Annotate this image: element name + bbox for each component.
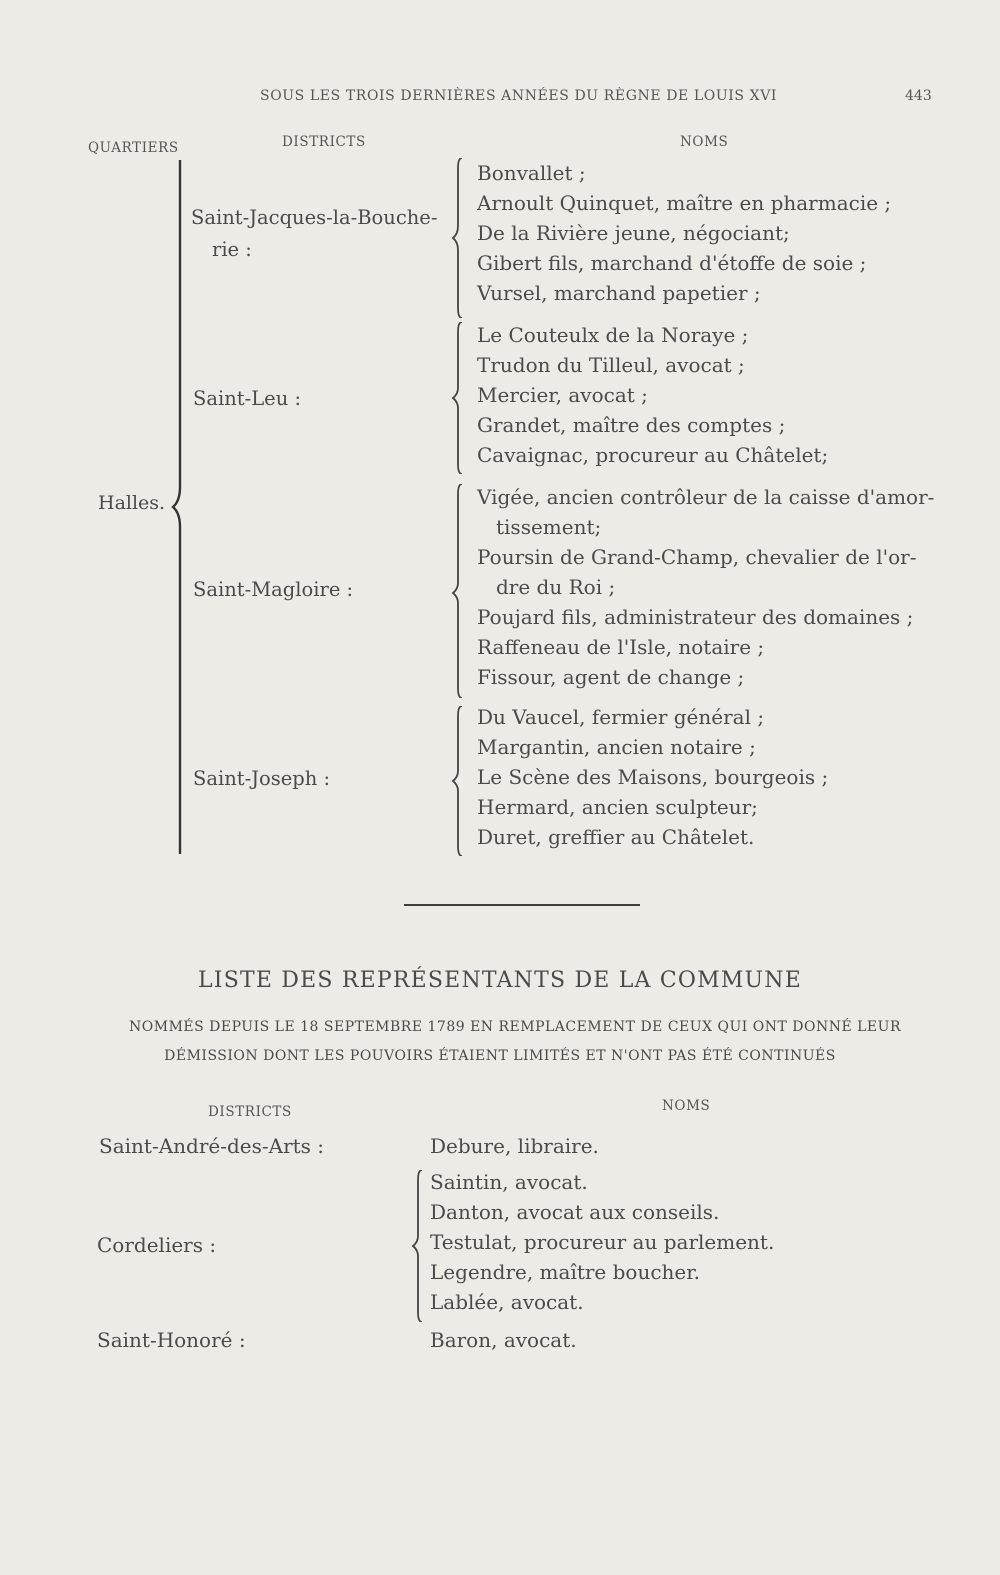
running-title: SOUS LES TROIS DERNIÈRES ANNÉES DU RÈGNE DE LOUIS XVI xyxy=(260,88,778,104)
district-saint-honore: Saint-Honoré : xyxy=(97,1328,246,1352)
page-number: 443 xyxy=(905,88,932,104)
district-saint-jacques-line1: Saint-Jacques-la-Bouche- xyxy=(191,206,438,229)
name-row: Arnoult Quinquet, maître en pharmacie ; xyxy=(477,191,892,215)
names-block-saint-leu xyxy=(477,320,828,470)
names-block-saint-joseph xyxy=(477,702,828,852)
name-row: Raffeneau de l'Isle, notaire ; xyxy=(477,635,765,659)
district-cordeliers: Cordeliers : xyxy=(97,1233,217,1257)
name-row: dre du Roi ; xyxy=(496,575,616,599)
name-row: Baron, avocat. xyxy=(430,1328,577,1352)
district-brace xyxy=(450,484,466,698)
name-row: Vursel, marchand papetier ; xyxy=(477,281,761,305)
name-row: Trudon du Tilleul, avocat ; xyxy=(477,353,745,377)
name-row: Lablée, avocat. xyxy=(430,1290,584,1314)
column-header-districts: DISTRICTS xyxy=(282,134,366,150)
names-block-saint-magloire xyxy=(477,482,934,692)
name-row: Bonvallet ; xyxy=(477,161,586,185)
name-row: Danton, avocat aux conseils. xyxy=(430,1200,720,1224)
column-header-districts-2: DISTRICTS xyxy=(208,1104,292,1120)
column-header-quartiers: QUARTIERS xyxy=(88,140,179,156)
name-row: Du Vaucel, fermier général ; xyxy=(477,705,765,729)
section-divider xyxy=(404,904,640,906)
section-subtitle-line1: NOMMÉS DEPUIS LE 18 SEPTEMBRE 1789 EN REMPLACEMENT DE CEUX QUI ONT DONNÉ LEUR xyxy=(129,1019,901,1035)
names-block-saint-jacques xyxy=(477,158,891,308)
name-row: Margantin, ancien notaire ; xyxy=(477,735,756,759)
column-header-noms-2: NOMS xyxy=(662,1098,711,1114)
name-row: Hermard, ancien sculpteur; xyxy=(477,795,758,819)
district-brace xyxy=(410,1170,426,1322)
name-row: De la Rivière jeune, négociant; xyxy=(477,221,790,245)
section-subtitle-line2: DÉMISSION DONT LES POUVOIRS ÉTAIENT LIMITÉS ET N'ONT PAS ÉTÉ CONTINUÉS xyxy=(164,1048,836,1064)
district-saint-leu: Saint-Leu : xyxy=(193,387,302,410)
quartier-brace xyxy=(170,160,190,854)
name-row: Le Couteulx de la Noraye ; xyxy=(477,323,749,347)
name-row: Duret, greffier au Châtelet. xyxy=(477,825,755,849)
district-brace xyxy=(450,322,466,474)
district-saint-jacques-line2: rie : xyxy=(212,238,252,261)
name-row: Gibert fils, marchand d'étoffe de soie ; xyxy=(477,251,867,275)
district-brace xyxy=(450,706,466,856)
name-row: Le Scène des Maisons, bourgeois ; xyxy=(477,765,829,789)
name-row: Mercier, avocat ; xyxy=(477,383,648,407)
name-row: Grandet, maître des comptes ; xyxy=(477,413,786,437)
name-row: Testulat, procureur au parlement. xyxy=(430,1230,775,1254)
column-header-noms: NOMS xyxy=(680,134,729,150)
district-brace xyxy=(450,158,466,318)
section-title: LISTE DES REPRÉSENTANTS DE LA COMMUNE xyxy=(198,968,802,993)
district-saint-joseph: Saint-Joseph : xyxy=(193,767,331,790)
district-saint-magloire: Saint-Magloire : xyxy=(193,578,354,601)
name-row: Poujard fils, administrateur des domaines ; xyxy=(477,605,914,629)
name-row: tissement; xyxy=(496,515,602,539)
name-row: Legendre, maître boucher. xyxy=(430,1260,700,1284)
district-saint-andre: Saint-André-des-Arts : xyxy=(99,1134,325,1158)
name-row: Cavaignac, procureur au Châtelet; xyxy=(477,443,829,467)
name-row: Saintin, avocat. xyxy=(430,1170,588,1194)
names-block-cordeliers xyxy=(430,1167,774,1317)
quartier-name: Halles. xyxy=(98,492,166,514)
name-row: Poursin de Grand-Champ, chevalier de l'or- xyxy=(477,545,917,569)
name-row: Vigée, ancien contrôleur de la caisse d'amor- xyxy=(477,485,935,509)
name-row: Debure, libraire. xyxy=(430,1134,599,1158)
name-row: Fissour, agent de change ; xyxy=(477,665,745,689)
